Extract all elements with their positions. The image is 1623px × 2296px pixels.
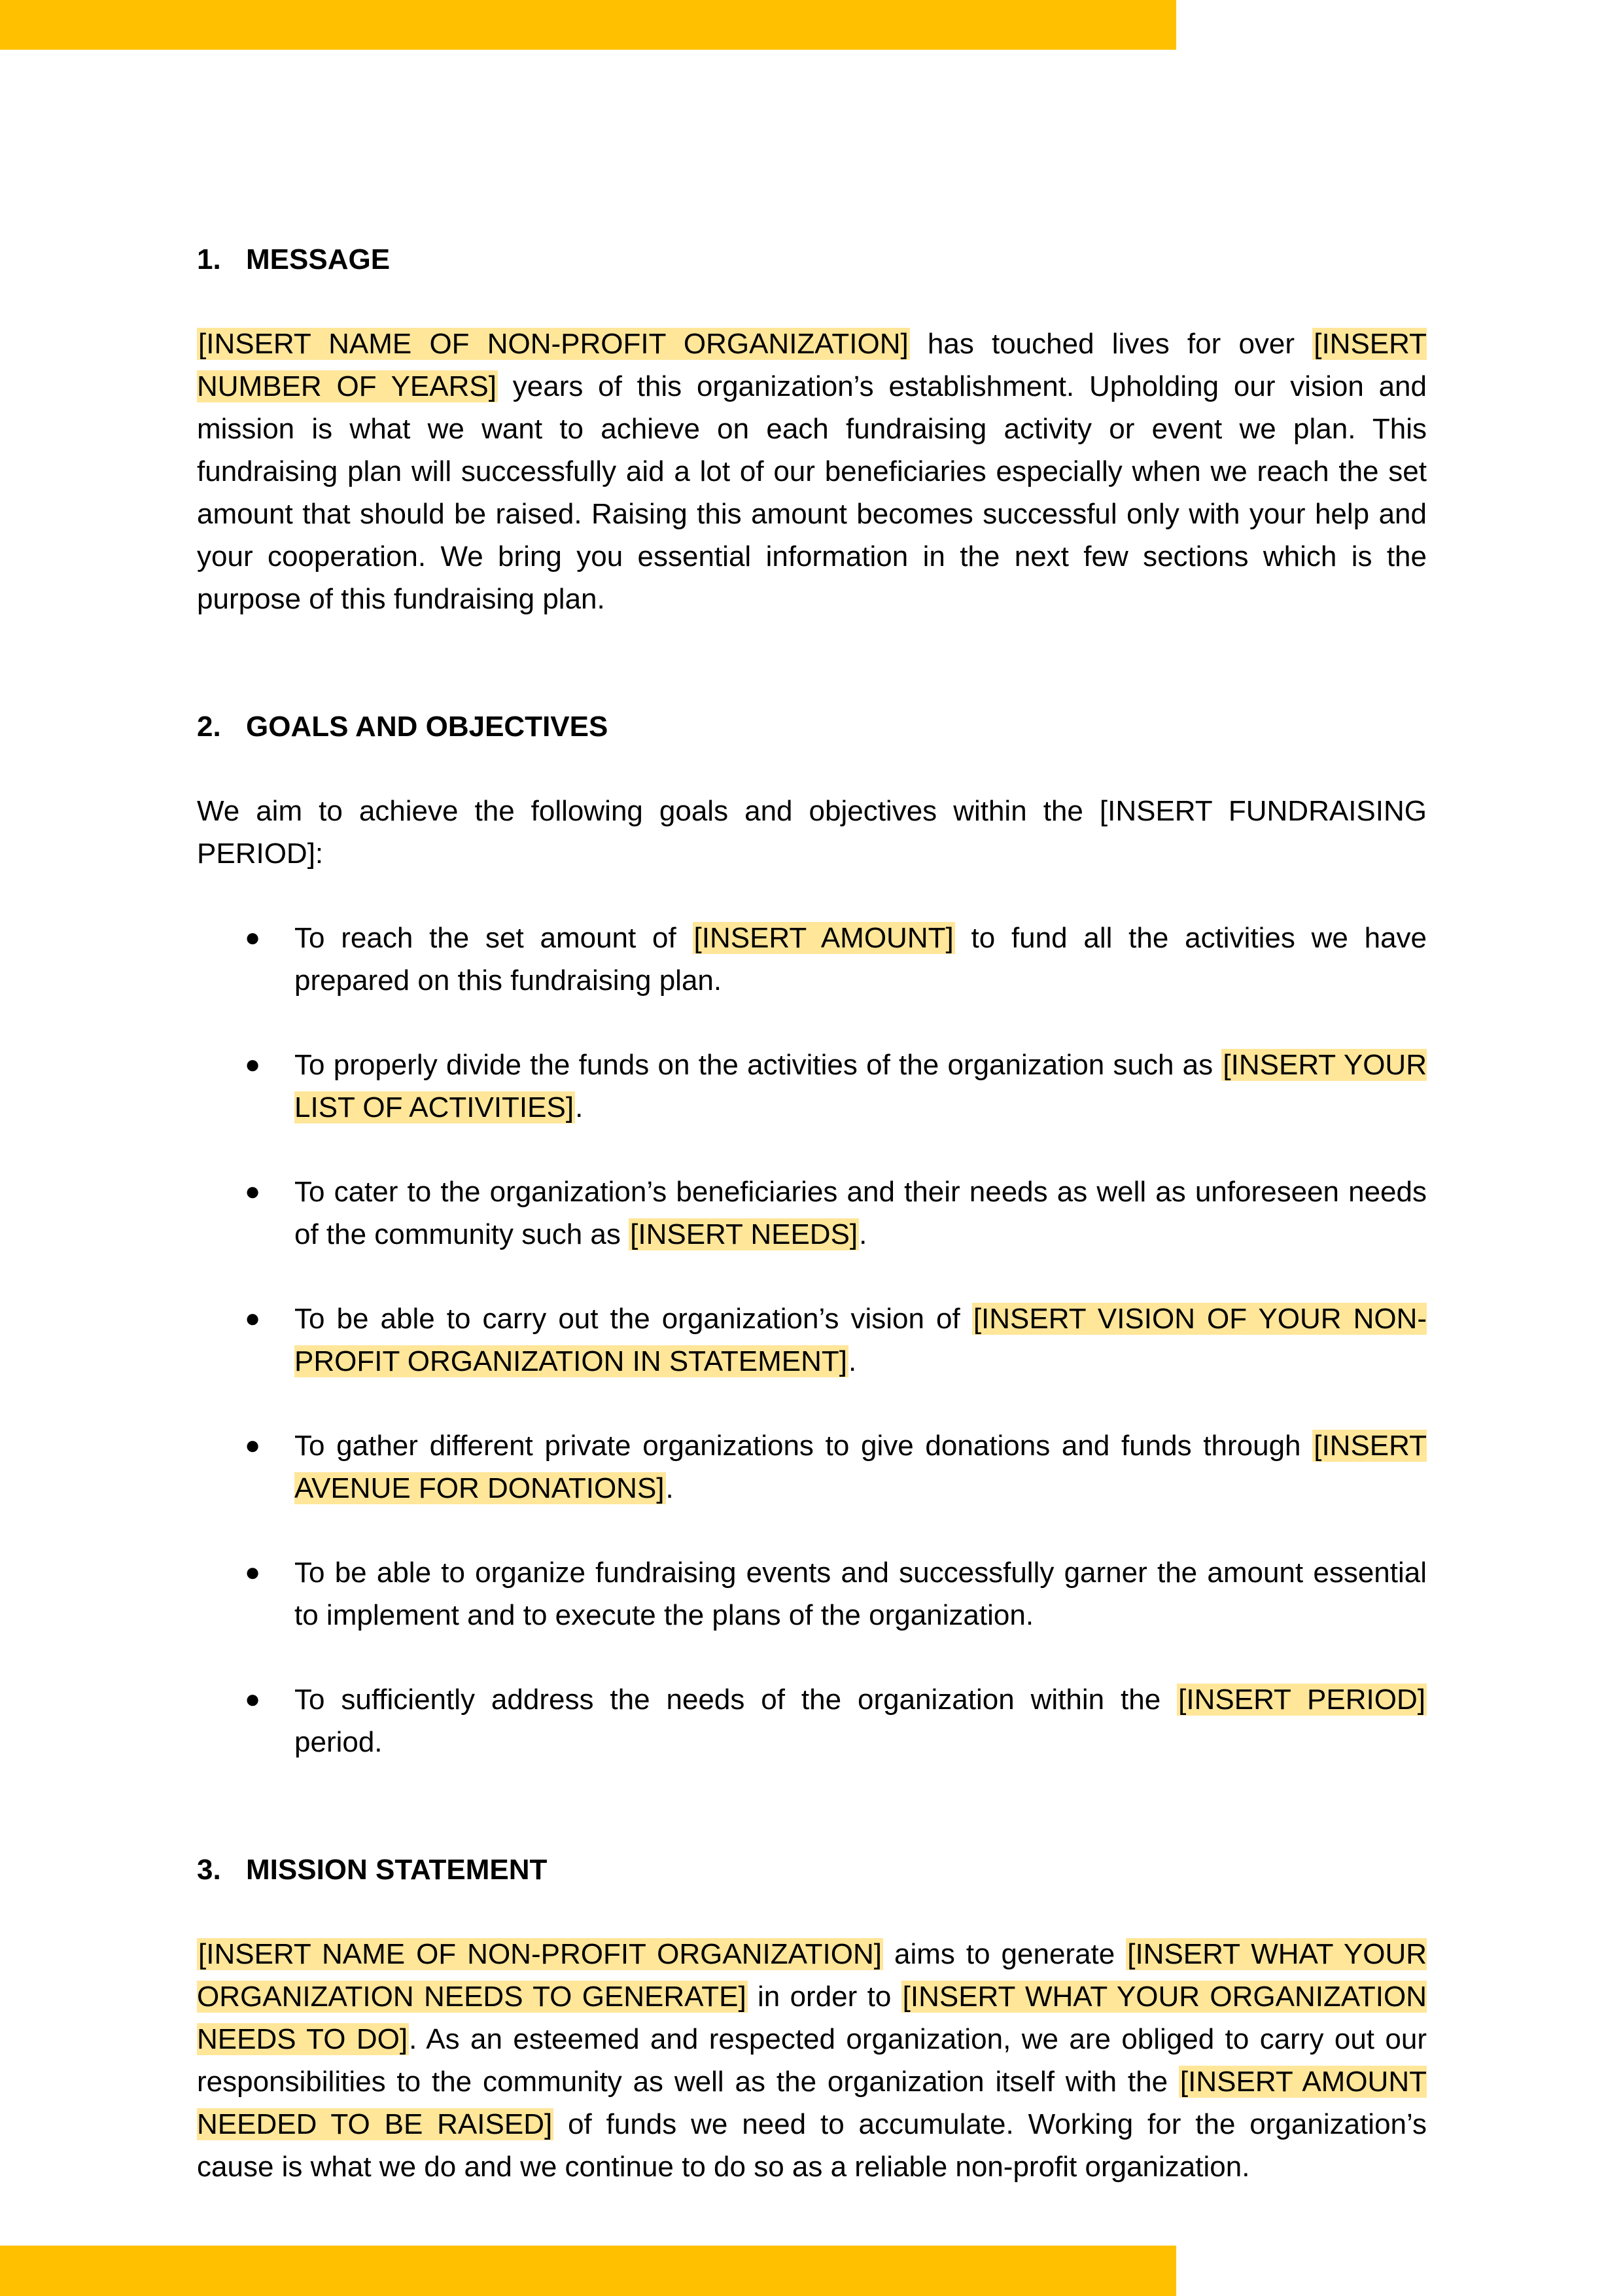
body-text: To gather different private organizations to give donations and funds through bbox=[294, 1430, 1313, 1462]
placeholder-highlight: [INSERT WHAT YOUR ORGANIZATION NEEDS TO DO] bbox=[197, 1981, 1427, 2055]
message-paragraph bbox=[197, 323, 1427, 620]
bullet-icon: ● bbox=[245, 1558, 261, 1587]
body-text: . bbox=[859, 1218, 867, 1250]
section-title: MESSAGE bbox=[246, 243, 391, 275]
goal-item bbox=[197, 1298, 1427, 1383]
goals-list bbox=[197, 917, 1427, 1763]
goal-item bbox=[197, 1171, 1427, 1256]
body-text: to fund all the activities we have prepared on this fundraising plan. bbox=[294, 922, 1427, 997]
goals-intro: We aim to achieve the following goals and objectives within the [INSERT FUNDRAISING PERIOD]: bbox=[197, 795, 1427, 870]
placeholder-highlight: [INSERT NAME OF NON-PROFIT ORGANIZATION] bbox=[198, 1938, 882, 1970]
bullet-icon: ● bbox=[245, 923, 261, 952]
bottom-accent-band bbox=[0, 2246, 1176, 2296]
bullet-icon: ● bbox=[245, 1304, 261, 1333]
body-text: . bbox=[848, 1345, 857, 1377]
placeholder-highlight: [INSERT WHAT YOUR ORGANIZATION NEEDS TO GENERATE] bbox=[197, 1938, 1427, 2013]
body-text: . bbox=[575, 1091, 584, 1123]
placeholder-highlight: [INSERT NAME OF NON-PROFIT ORGANIZATION] bbox=[198, 328, 909, 360]
body-text: To reach the set amount of bbox=[294, 922, 693, 954]
top-accent-band bbox=[0, 0, 1176, 50]
body-text: To properly divide the funds on the activities of the organization such as bbox=[294, 1049, 1222, 1081]
placeholder-highlight: [INSERT NEEDS] bbox=[630, 1218, 858, 1250]
section-heading-goals bbox=[197, 705, 1427, 748]
goal-item bbox=[197, 1678, 1427, 1763]
body-text: To cater to the organization’s beneficiaries and their needs as well as unforeseen needs of the community such as bbox=[294, 1176, 1427, 1250]
section-number: 2. bbox=[197, 711, 221, 743]
body-text: To be able to organize fundraising events and successfully garner the amount essential to implement and to execute the plans of the organization. bbox=[294, 1557, 1427, 1631]
body-text: years of this organization’s establishment. Upholding our vision and mission is what we want to achieve on each fundraising activity or event we plan. This fundraising plan will successfully aid a lot of our beneficiaries especially when we reach the set amount that should be raised. Raising this amount becomes successful only with your help and your cooperation. We bring you essential information in the next few sections which is the purpose of this fundraising plan. bbox=[197, 370, 1427, 615]
body-text: in order to bbox=[747, 1981, 901, 2013]
placeholder-highlight: [INSERT AVENUE FOR DONATIONS] bbox=[294, 1430, 1427, 1504]
goal-item bbox=[197, 1044, 1427, 1129]
bullet-icon: ● bbox=[245, 1431, 261, 1460]
section-heading-mission bbox=[197, 1848, 1427, 1891]
body-text: To sufficiently address the needs of the organization within the bbox=[294, 1684, 1178, 1716]
bullet-icon: ● bbox=[245, 1177, 261, 1206]
section-number: 1. bbox=[197, 243, 221, 275]
placeholder-highlight: [INSERT YOUR LIST OF ACTIVITIES] bbox=[294, 1049, 1427, 1123]
placeholder-highlight: [INSERT NUMBER OF YEARS] bbox=[197, 328, 1427, 402]
bullet-icon: ● bbox=[245, 1050, 261, 1079]
placeholder-highlight: [INSERT PERIOD] bbox=[1178, 1684, 1425, 1716]
bullet-icon: ● bbox=[245, 1685, 261, 1714]
section-title: GOALS AND OBJECTIVES bbox=[246, 711, 608, 743]
section-number: 3. bbox=[197, 1854, 221, 1886]
placeholder-highlight: [INSERT VISION OF YOUR NON-PROFIT ORGANIZATION IN STATEMENT] bbox=[294, 1303, 1427, 1377]
body-text: . As an esteemed and respected organization, we are obliged to carry out our responsibilities to the community as well as the organization itself with the bbox=[197, 2023, 1427, 2098]
body-text: aims to generate bbox=[882, 1938, 1126, 1970]
placeholder-highlight: [INSERT AMOUNT] bbox=[693, 922, 954, 954]
section-heading-message bbox=[197, 238, 1427, 281]
placeholder-highlight: [INSERT AMOUNT NEEDED TO BE RAISED] bbox=[197, 2066, 1427, 2140]
section-title: MISSION STATEMENT bbox=[246, 1854, 548, 1886]
body-text: To be able to carry out the organization’s vision of bbox=[294, 1303, 972, 1335]
body-text: period. bbox=[294, 1726, 383, 1758]
goal-item bbox=[197, 917, 1427, 1002]
goal-item bbox=[197, 1424, 1427, 1510]
body-text: of funds we need to accumulate. Working for the organization’s cause is what we do and we continue to do so as a reliable non-profit organization. bbox=[197, 2108, 1427, 2183]
goal-item bbox=[197, 1551, 1427, 1636]
mission-paragraph bbox=[197, 1933, 1427, 2188]
body-text: has touched lives for over bbox=[909, 328, 1313, 360]
body-text: . bbox=[665, 1472, 674, 1504]
document-body bbox=[197, 238, 1427, 2188]
